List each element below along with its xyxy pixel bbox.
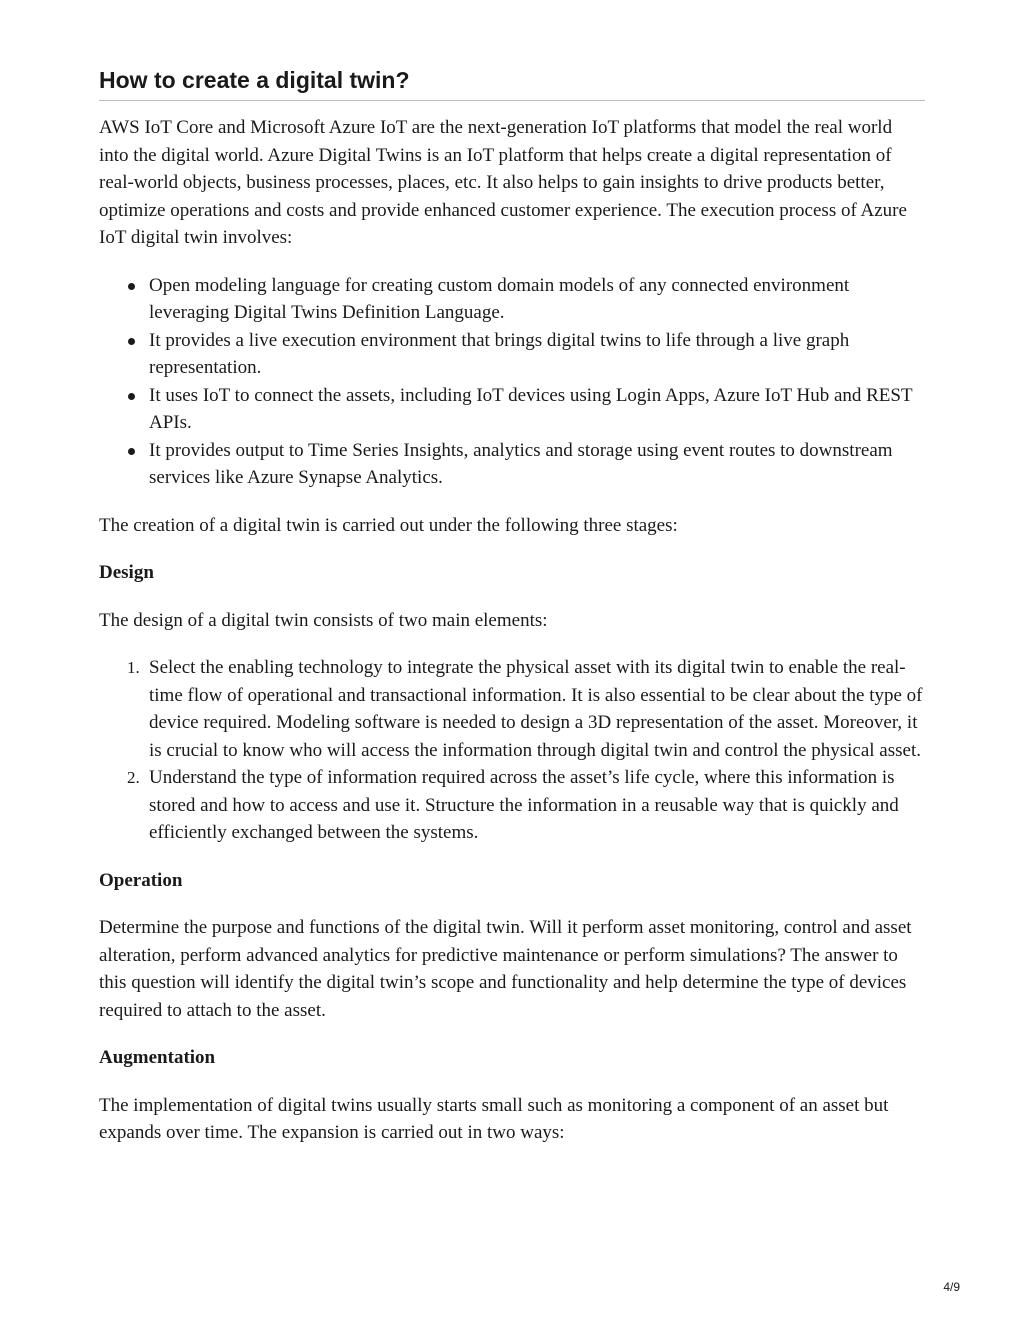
stages-intro-paragraph: The creation of a digital twin is carried out under the following three stages: — [99, 514, 678, 536]
list-item — [127, 764, 925, 847]
augmentation-paragraph: The implementation of digital twins usually starts small such as monitoring a component of an asset but expands over time. The expansion is carried out in two ways: — [99, 1094, 889, 1143]
document-page — [99, 66, 925, 1167]
page-number: 4/9 — [943, 1280, 960, 1294]
list-item-text: It uses IoT to connect the assets, including IoT devices using Login Apps, Azure IoT Hub and REST APIs. — [149, 384, 913, 433]
list-item-text: It provides output to Time Series Insights, analytics and storage using event routes to downstream services like Azure Synapse Analytics. — [149, 439, 893, 488]
bullet-icon — [128, 448, 135, 455]
design-intro-paragraph: The design of a digital twin consists of two main elements: — [99, 609, 548, 631]
intro-paragraph: AWS IoT Core and Microsoft Azure IoT are the next-generation IoT platforms that model the real world into the digital world. Azure Digital Twins is an IoT platform that helps create a digital representation of real-world objects, business processes, places, etc. It also helps to gain insights to drive products better, optimize operations and costs and provide enhanced customer experience. The execution process of Azure IoT digital twin involves: — [99, 117, 907, 248]
list-item — [149, 382, 925, 437]
operation-heading: Operation — [99, 869, 183, 891]
list-item-text: Open modeling language for creating custom domain models of any connected environment leveraging Digital Twins Definition Language. — [149, 274, 850, 323]
execution-process-list — [99, 272, 925, 492]
title-divider — [99, 100, 925, 101]
design-heading: Design — [99, 562, 154, 583]
step-number: 2. — [127, 768, 140, 787]
bullet-icon — [128, 283, 135, 290]
section-title: How to create a digital twin? — [99, 67, 410, 93]
list-item-text: Select the enabling technology to integrate the physical asset with its digital twin to enable the real-time flow of operational and transactional information. It is also essential to be clear about the type of device required. Modeling software is needed to design a 3D representation of the asset. Moreover, it is crucial to know who will access the information through digital twin and control the physical asset. — [149, 657, 923, 761]
step-number: 1. — [127, 658, 140, 677]
bullet-icon — [128, 338, 135, 345]
list-item-text: It provides a live execution environment that brings digital twins to life through a live graph representation. — [149, 329, 850, 378]
design-steps-list — [99, 654, 925, 847]
list-item — [149, 437, 925, 492]
list-item — [149, 327, 925, 382]
bullet-icon — [128, 393, 135, 400]
augmentation-heading: Augmentation — [99, 1047, 216, 1068]
list-item — [127, 654, 925, 764]
list-item — [149, 272, 925, 327]
list-item-text: Understand the type of information required across the asset’s life cycle, where this information is stored and how to access and use it. Structure the information in a reusable way that is quickly and efficiently exchanged between the systems. — [149, 767, 899, 843]
operation-paragraph: Determine the purpose and functions of the digital twin. Will it perform asset monitoring, control and asset alteration, perform advanced analytics for predictive maintenance or perform simulations? The answer to this question will identify the digital twin’s scope and functionality and help determine the type of devices required to attach to the asset. — [99, 917, 912, 1021]
